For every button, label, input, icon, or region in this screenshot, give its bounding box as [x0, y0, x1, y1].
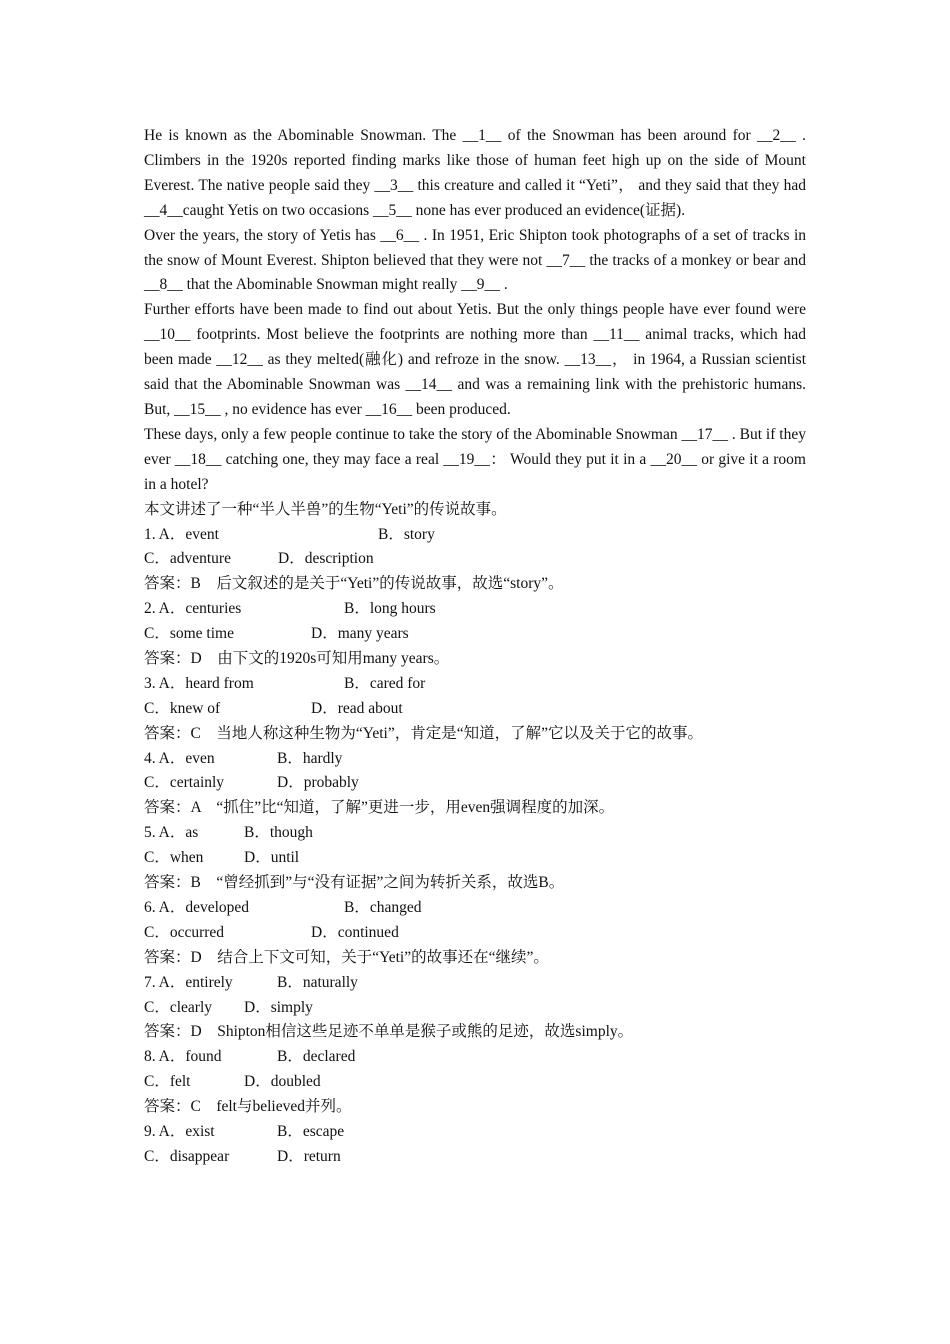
question-8-answer: 答案：C felt与believed并列。 [144, 1098, 352, 1116]
question-9-row-2 [144, 1145, 806, 1170]
question-6-answer: 答案：D 结合上下文可知，关于“Yeti”的故事还在“继续”。 [144, 948, 549, 966]
passage-paragraph-2: Over the years, the story of Yetis has __6__ . In 1951, Eric Shipton took photographs of a set of tracks in the snow of Mount Everest. Shipton believed that they were not __7__ the tracks of a monkey or bear and __8__ that the Abominable Snowman might really __9__ . [144, 226, 806, 294]
question-2-option-c: C．some time [144, 625, 234, 643]
question-3-option-d: D．read about [311, 699, 403, 717]
question-3-row-2 [144, 697, 806, 722]
question-8-option-c: C．felt [144, 1073, 191, 1091]
question-6-row-1 [144, 896, 806, 921]
question-1-option-b: B．story [378, 525, 435, 543]
question-8-option-a: 8. A．found [144, 1048, 222, 1066]
question-5-option-a: 5. A．as [144, 824, 199, 842]
passage-paragraph-1: He is known as the Abominable Snowman. The __1__ of the Snowman has been around for __2__ . Climbers in the 1920s reported finding marks like those of human feet high up on the side of Mount Everest. The native people said they __3__ this creature and called it “Yeti”， and they said that they had __4__caught Yetis on two occasions __5__ none has ever produced an evidence(证据). [144, 127, 806, 219]
question-3-option-c: C．knew of [144, 699, 221, 717]
question-2-answer: 答案：D 由下文的1920s可知用many years。 [144, 649, 450, 667]
question-9-option-a: 9. A．exist [144, 1123, 215, 1140]
question-8-row-2 [144, 1070, 806, 1095]
question-9-option-b: B．escape [277, 1123, 345, 1140]
question-5-option-c: C．when [144, 849, 204, 867]
question-4-answer: 答案：A “抓住”比“知道，了解”更进一步，用even强调程度的加深。 [144, 799, 615, 817]
question-9-row-1 [144, 1120, 806, 1145]
question-3-option-b: B．cared for [344, 674, 426, 692]
question-2-row-1 [144, 597, 806, 622]
question-6-option-b: B．changed [344, 898, 422, 916]
question-1-option-c: C．adventure [144, 550, 231, 568]
passage-paragraph-4: These days, only a few people continue to take the story of the Abominable Snowman __17__ . But if they ever __18__ catching one, they may face a real __19__： Would they put it in a __20__ or give it a room in a hotel? [144, 425, 806, 493]
question-7-option-a: 7. A．entirely [144, 973, 233, 991]
question-8-option-b: B．declared [277, 1048, 356, 1066]
question-9-option-d: D．return [277, 1147, 341, 1165]
question-4-option-d: D．probably [277, 774, 359, 792]
question-2-option-a: 2. A．centuries [144, 600, 242, 618]
passage-summary: 本文讲述了一种“半人半兽”的生物“Yeti”的传说故事。 [144, 500, 507, 518]
question-7-option-c: C．clearly [144, 998, 213, 1016]
question-1-answer: 答案：B 后文叙述的是关于“Yeti”的传说故事，故选“story”。 [144, 575, 564, 593]
question-1-option-d: D．description [278, 550, 374, 568]
question-5-answer: 答案：B “曾经抓到”与“没有证据”之间为转折关系，故选B。 [144, 874, 565, 892]
question-3-option-a: 3. A．heard from [144, 674, 254, 692]
question-8-option-d: D．doubled [244, 1073, 321, 1091]
question-2-option-b: B．long hours [344, 600, 436, 618]
question-5-option-b: B．though [244, 824, 313, 842]
question-4-option-b: B．hardly [277, 749, 343, 767]
passage-paragraph-3: Further efforts have been made to find out about Yetis. But the only things people have ever found were __10__ footprints. Most believe the footprints are nothing more than __11__ animal tracks, which had been made __12__ as they melted(融化) and refroze in the snow. __13__， in 1964, a Russian scientist said that the Abominable Snowman was __14__ and was a remaining link with the prehistoric humans. But, __15__ , no evidence has ever __16__ been produced. [144, 301, 806, 418]
question-6-option-d: D．continued [311, 923, 399, 941]
question-1-row-1 [144, 523, 806, 548]
question-7-answer: 答案：D Shipton相信这些足迹不单单是猴子或熊的足迹，故选simply。 [144, 1023, 634, 1041]
question-2-row-2 [144, 622, 806, 647]
question-6-option-c: C．occurred [144, 923, 225, 941]
question-4-option-c: C．certainly [144, 774, 225, 792]
question-7-option-d: D．simply [244, 998, 313, 1016]
question-2-option-d: D．many years [311, 625, 409, 643]
question-6-option-a: 6. A．developed [144, 898, 250, 916]
question-4-option-a: 4. A．even [144, 749, 215, 767]
question-3-row-1 [144, 672, 806, 697]
question-5-row-2 [144, 846, 806, 871]
question-7-row-2 [144, 996, 806, 1021]
question-8-row-1 [144, 1045, 806, 1070]
question-5-option-d: D．until [244, 849, 300, 867]
question-9-option-c: C．disappear [144, 1147, 230, 1165]
question-4-row-2 [144, 771, 806, 796]
question-1-option-a: 1. A．event [144, 525, 219, 543]
question-6-row-2 [144, 921, 806, 946]
question-7-row-1 [144, 971, 806, 996]
question-4-row-1 [144, 747, 806, 772]
question-1-row-2 [144, 547, 806, 572]
question-3-answer: 答案：C 当地人称这种生物为“Yeti”，肯定是“知道，了解”它以及关于它的故事。 [144, 724, 703, 742]
question-5-row-1 [144, 821, 806, 846]
question-7-option-b: B．naturally [277, 973, 358, 991]
document-page [144, 124, 806, 1170]
